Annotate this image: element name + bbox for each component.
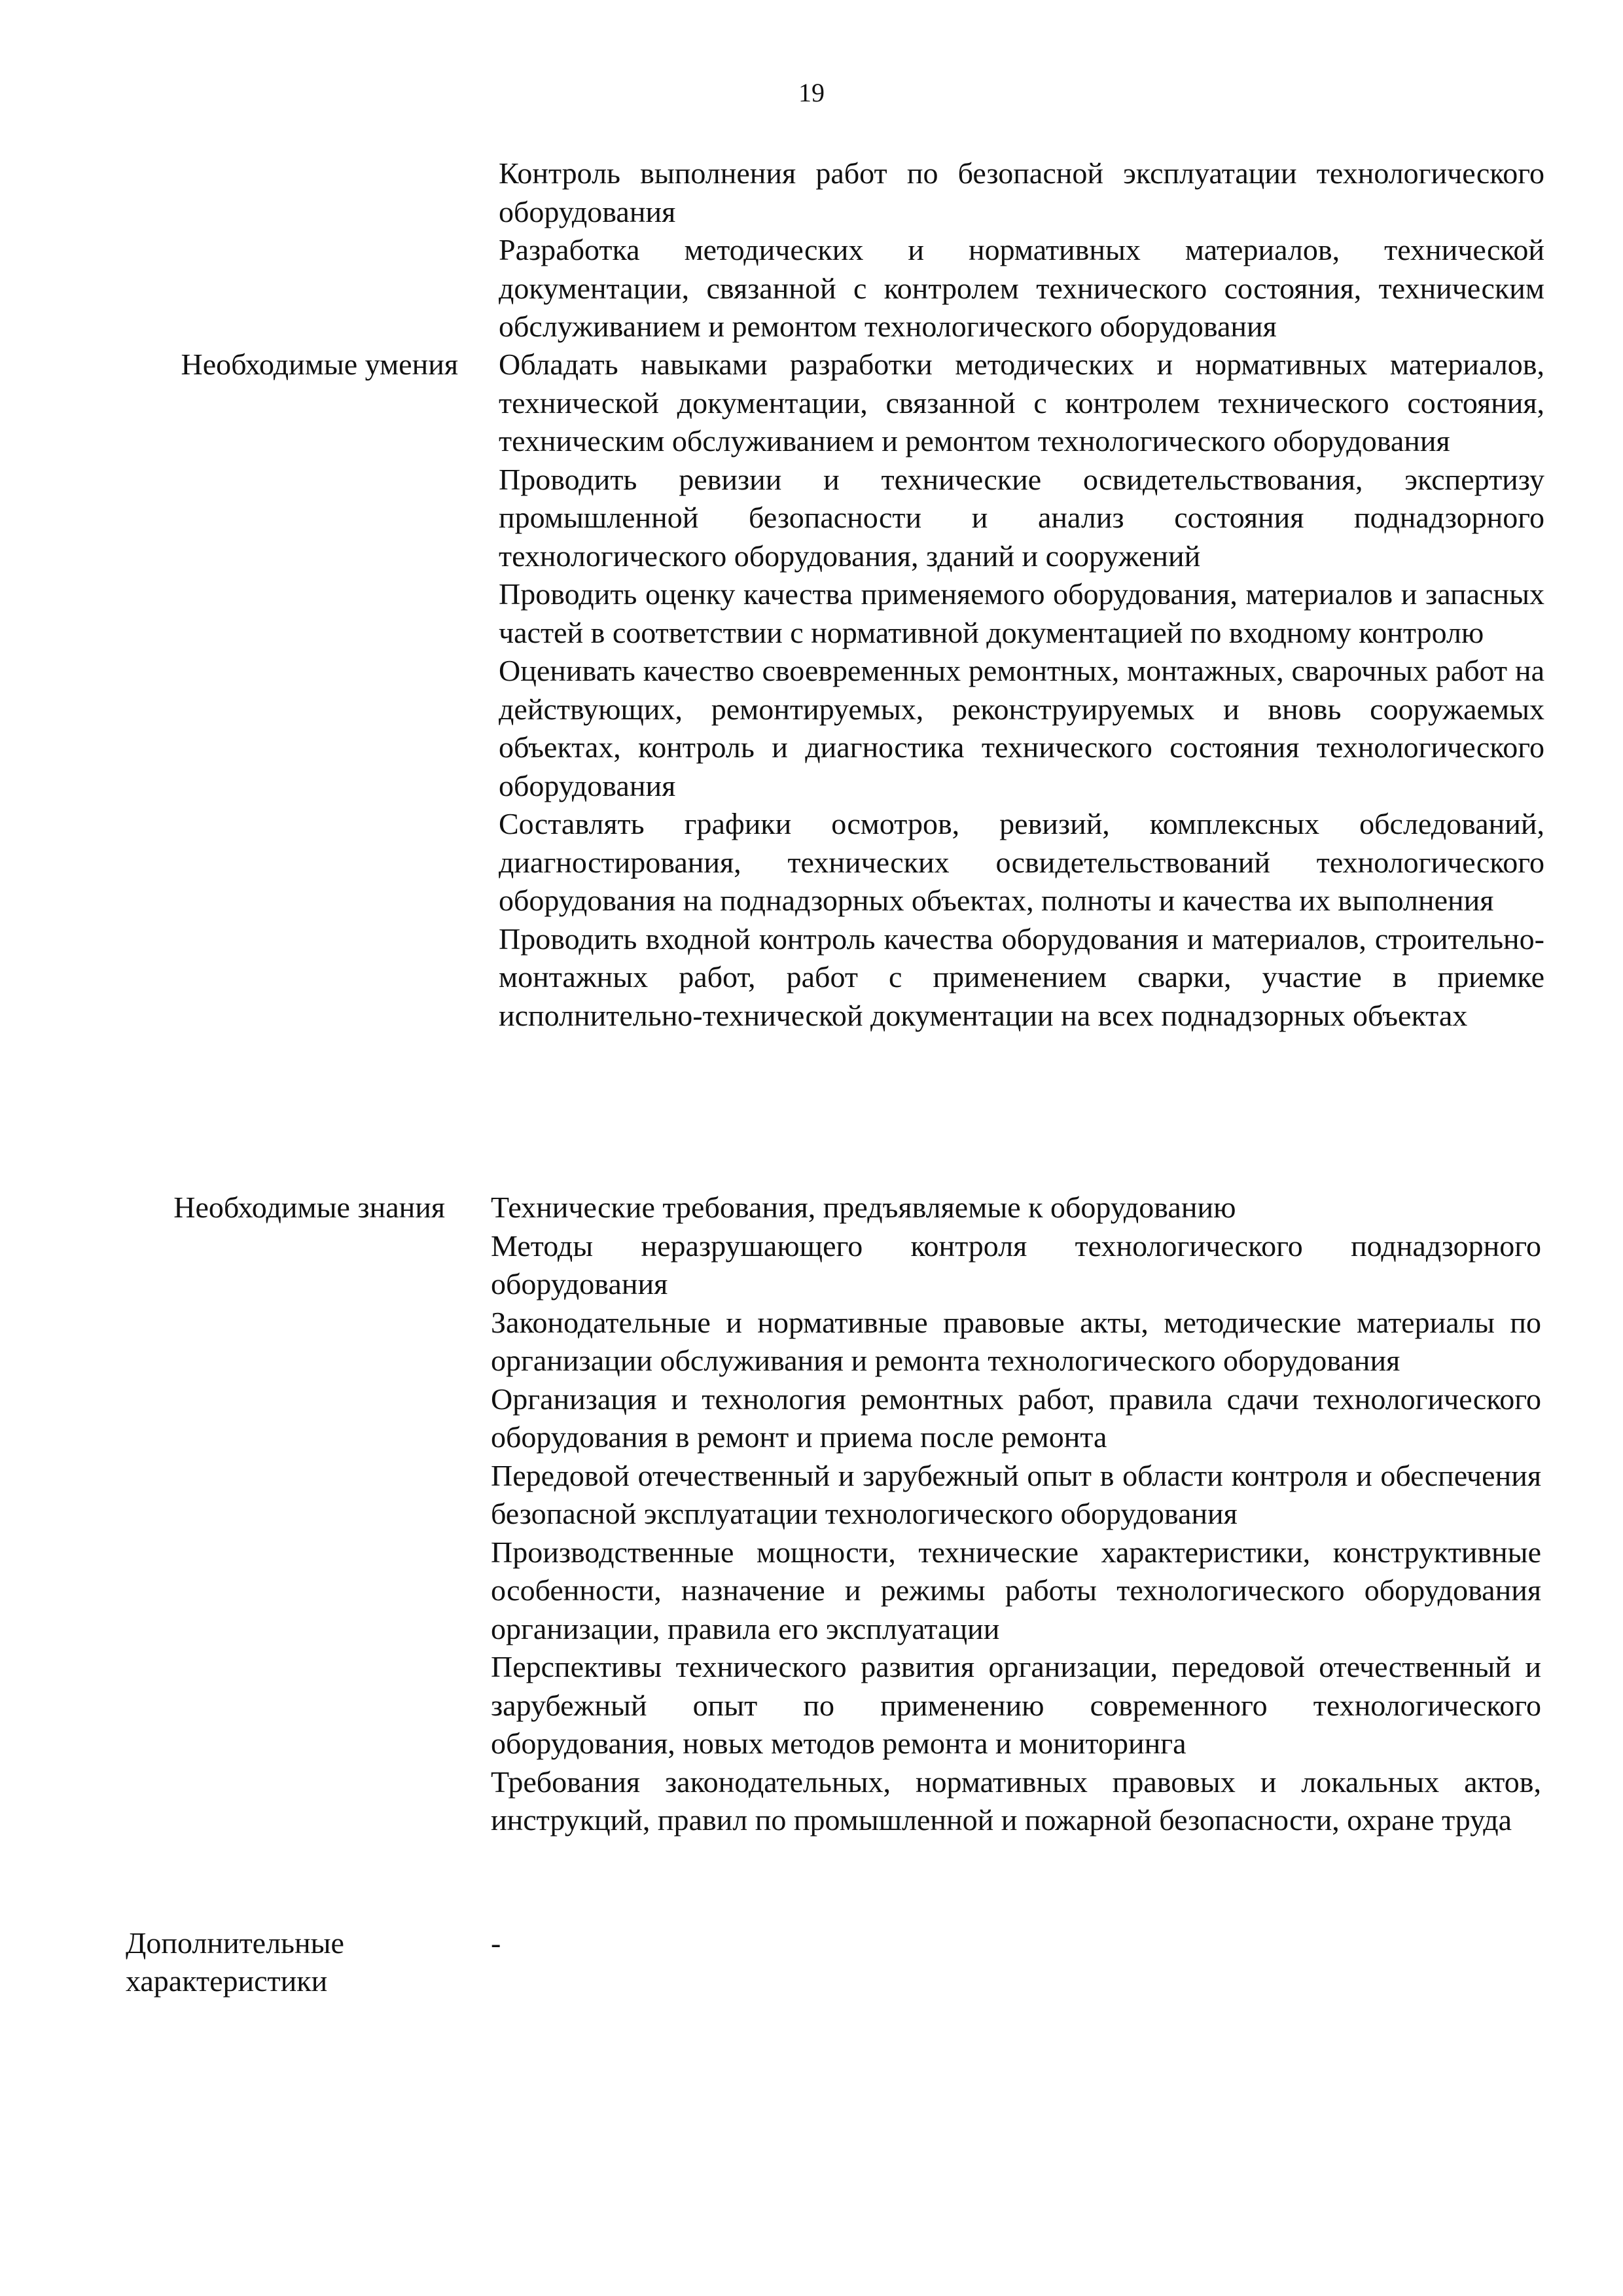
list-item: Требования законодательных, нормативных правовых и локальных актов, инструкций, правил по промышленной и пожарной безопасности, охране труда xyxy=(491,1765,1541,1837)
list-item: Оценивать качество своевременных ремонтных, монтажных, сварочных работ на действующих, ремонтируемых, реконструируемых и вновь сооружаемых объектах, контроль и диагностика технического состояния технологического оборудования xyxy=(499,654,1544,802)
section-label: Дополнительные характеристики xyxy=(126,1926,344,1998)
page-number: 19 xyxy=(798,78,825,107)
section-items xyxy=(499,154,1544,346)
list-item: Технические требования, предъявляемые к оборудованию xyxy=(491,1191,1236,1224)
list-item: Производственные мощности, технические характеристики, конструктивные особенности, назначение и режимы работы технологического оборудования организации, правила его эксплуатации xyxy=(491,1535,1541,1645)
list-item: Организация и технология ремонтных работ, правила сдачи технологического оборудования в ремонт и приема после ремонта xyxy=(491,1382,1541,1454)
section-items xyxy=(491,1189,1541,1840)
list-item: Передовой отечественный и зарубежный опыт в области контроля и обеспечения безопасной эксплуатации технологического оборудования xyxy=(491,1458,1541,1530)
list-item: - xyxy=(491,1926,501,1960)
list-item: Методы неразрушающего контроля технологического поднадзорного оборудования xyxy=(491,1229,1541,1300)
section-items xyxy=(491,1924,1541,1963)
list-item: Проводить входной контроль качества оборудования и материалов, строительно-монтажных работ, работ с применением сварки, участие в приемке исполнительно-технической документации на всех поднадзорных объектах xyxy=(499,922,1544,1032)
list-item: Законодательные и нормативные правовые акты, методические материалы по организации обслуживания и ремонта технологического оборудования xyxy=(491,1305,1541,1377)
list-item: Обладать навыками разработки методических и нормативных материалов, технической документации, связанной с контролем технического состояния, техническим обслуживанием и ремонтом технологического оборудования xyxy=(499,348,1544,457)
section-label: Необходимые умения xyxy=(181,348,458,381)
list-item: Контроль выполнения работ по безопасной эксплуатации технологического оборудования xyxy=(499,156,1544,228)
list-item: Составлять графики осмотров, ревизий, комплексных обследований, диагностирования, технических освидетельствований технологического оборудования на поднадзорных объектах, полноты и качества их выполнения xyxy=(499,807,1544,917)
list-item: Разработка методических и нормативных материалов, технической документации, связанной с контролем технического состояния, техническим обслуживанием и ремонтом технологического оборудования xyxy=(499,233,1544,343)
list-item: Проводить оценку качества применяемого оборудования, материалов и запасных частей в соответствии с нормативной документацией по входному контролю xyxy=(499,577,1544,649)
list-item: Перспективы технического развития организации, передовой отечественный и зарубежный опыт по применению современного технологического оборудования, новых методов ремонта и мониторинга xyxy=(491,1650,1541,1760)
section-label: Необходимые знания xyxy=(173,1191,445,1224)
list-item: Проводить ревизии и технические освидетельствования, экспертизу промышленной безопасности и анализ состояния поднадзорного технологического оборудования, зданий и сооружений xyxy=(499,462,1544,573)
section-items xyxy=(499,346,1544,1035)
